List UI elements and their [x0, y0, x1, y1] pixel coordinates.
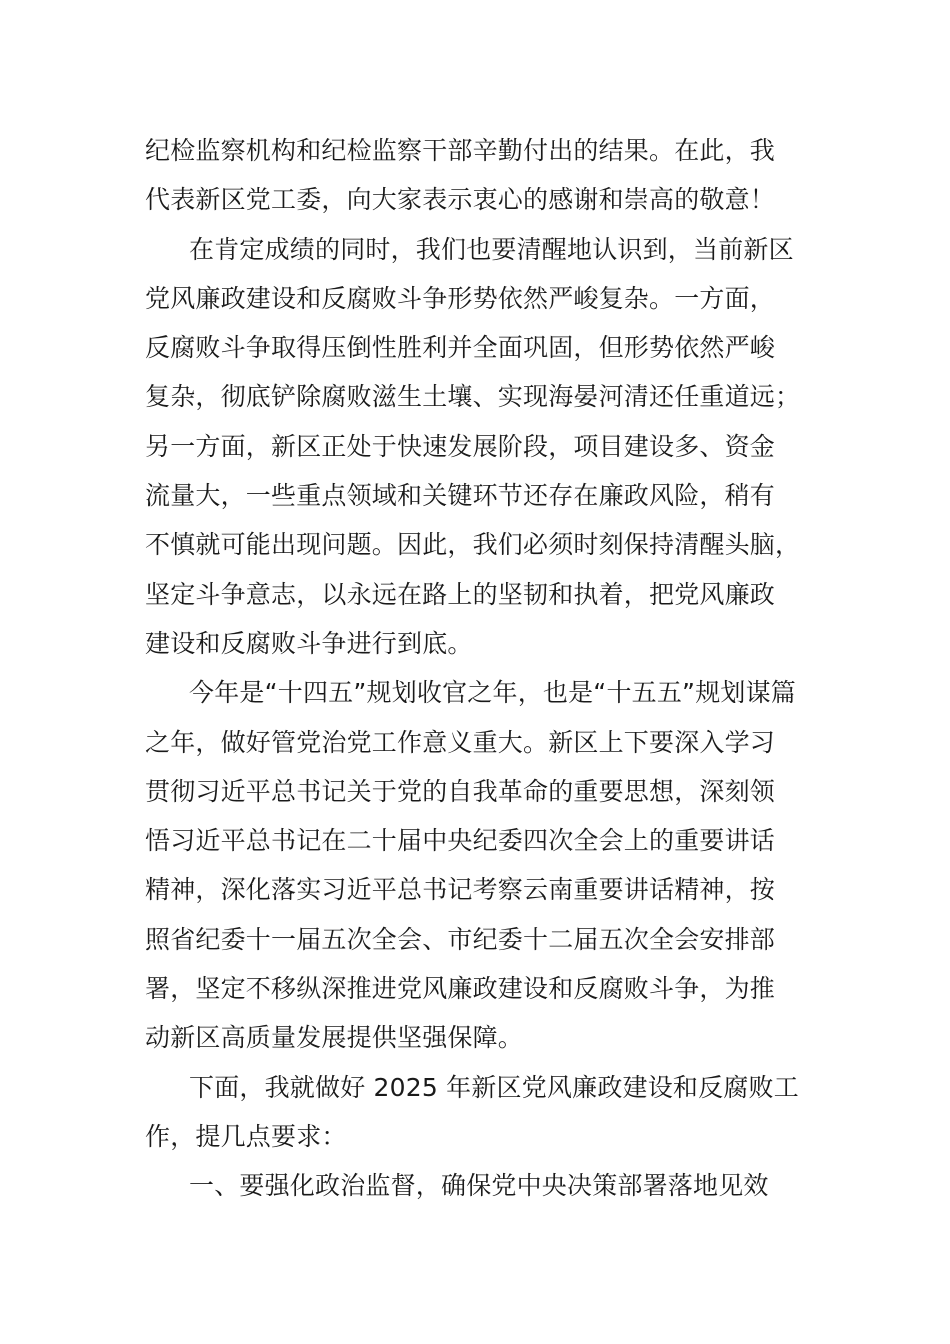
text-line: 悟习近平总书记在二十届中央纪委四次全会上的重要讲话 — [145, 826, 776, 856]
text-line: 建设和反腐败斗争进行到底。 — [145, 628, 473, 658]
text-line: 纪检监察机构和纪检监察干部辛勤付出的结果。在此，我 — [145, 136, 776, 165]
text-line: 不慎就可能出现问题。因此，我们必须时刻保持清醒头脑， — [145, 530, 801, 560]
text-line: 坚定斗争意志，以永远在路上的坚韧和执着，把党风廉政 — [145, 579, 776, 609]
text-line: 下面，我就做好 2025 年新区党风廉政建设和反腐败工 — [189, 1072, 799, 1102]
text-line: 代表新区党工委，向大家表示衷心的感谢和崇高的敬意！ — [145, 185, 776, 215]
text-line: 流量大，一些重点领域和关键环节还存在廉政风险，稍有 — [145, 481, 776, 511]
text-line: 署，坚定不移纵深推进党风廉政建设和反腐败斗争，为推 — [145, 974, 776, 1004]
document-body — [145, 126, 805, 1211]
text-line: 作，提几点要求： — [145, 1121, 347, 1151]
text-line: 照省纪委十一届五次全会、市纪委十二届五次全会安排部 — [145, 924, 776, 954]
text-line: 贯彻习近平总书记关于党的自我革命的重要思想，深刻领 — [145, 776, 776, 806]
text-line: 一、要强化政治监督，确保党中央决策部署落地见效 — [189, 1171, 769, 1201]
text-line: 精神，深化落实习近平总书记考察云南重要讲话精神，按 — [145, 875, 776, 905]
text-line: 动新区高质量发展提供坚强保障。 — [145, 1023, 524, 1053]
text-line: 党风廉政建设和反腐败斗争形势依然严峻复杂。一方面， — [145, 283, 776, 313]
text-line: 反腐败斗争取得压倒性胜利并全面巩固，但形势依然严峻 — [145, 333, 776, 363]
text-line: 今年是“十四五”规划收官之年，也是“十五五”规划谋篇 — [189, 678, 797, 708]
text-line: 之年，做好管党治党工作意义重大。新区上下要深入学习 — [145, 727, 776, 757]
text-line: 在肯定成绩的同时，我们也要清醒地认识到，当前新区 — [189, 234, 794, 264]
text-line: 复杂，彻底铲除腐败滋生土壤、实现海晏河清还任重道远； — [145, 382, 801, 412]
text-line: 另一方面，新区正处于快速发展阶段，项目建设多、资金 — [145, 431, 776, 461]
